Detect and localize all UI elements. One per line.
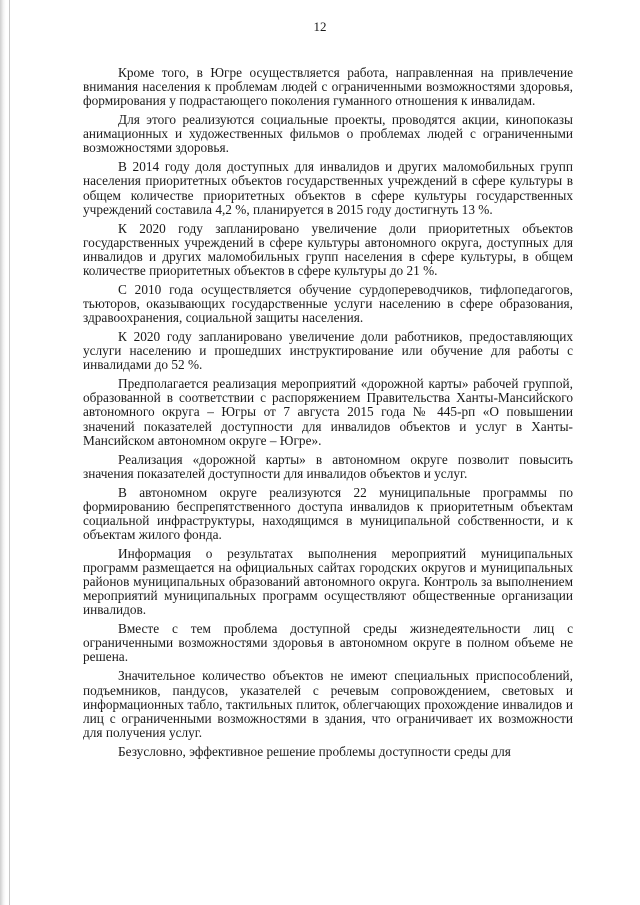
paragraph-8: Реализация «дорожной карты» в автономном округе позволит повысить значения показателей доступности для инвалидов объектов и услуг. bbox=[83, 451, 573, 481]
paragraph-10: Информация о результатах выполнения мероприятий муниципальных программ размещается на официальных сайтах городских округов и муниципальных районов муниципальных образований автономного округа. Контроль за выполнением мероприятий муниципальных программ осуществляют общественные организации инвалидов. bbox=[83, 545, 573, 618]
paragraph-12: Значительное количество объектов не имеют специальных приспособлений, подъемников, пандусов, указателей с речевым сопровождением, световых и информационных табло, тактильных плиток, облегчающих прохождение инвалидов и лиц с ограниченными возможностями в здания, что ограничивает их возможности для получения услуг. bbox=[83, 668, 573, 740]
paragraph-9: В автономном округе реализуются 22 муниципальные программы по формированию беспрепятственного доступа инвалидов к приоритетным объектам социальной инфраструктуры, находящимся в муниципальной собственности, и к объектам жилого фонда. bbox=[83, 484, 573, 542]
paragraph-11: Вместе с тем проблема доступной среды жизнедеятельности лиц с ограниченными возможностями здоровья в автономном округе в полном объеме не решена. bbox=[83, 621, 573, 665]
paragraph-6: К 2020 году запланировано увеличение доли работников, предоставляющих услуги населению и прошедших инструктирование или обучение для работы с инвалидами до 52 %. bbox=[83, 329, 573, 373]
paragraph-2: Для этого реализуются социальные проекты, проводятся акции, кинопоказы анимационных и художественных фильмов о проблемах людей с ограниченными возможностями здоровья. bbox=[83, 112, 573, 156]
paragraph-1: Кроме того, в Югре осуществляется работа, направленная на привлечение внимания населения к проблемам людей с ограниченными возможностями здоровья, формирования у подрастающего поколения гуманного отношения к инвалидам. bbox=[83, 65, 573, 109]
paragraph-5: С 2010 года осуществляется обучение сурдопереводчиков, тифлопедагогов, тьюторов, оказывающих государственные услуги населению в сфере образования, здравоохранения, социальной защиты населения. bbox=[83, 281, 573, 326]
paragraph-7: Предполагается реализация мероприятий «дорожной карты» рабочей группой, образованной в соответствии с распоряжением Правительства Ханты-Мансийского автономного округа – Югры от 7 августа 2015 года № 445-рп «О повышении значений показателей доступности для инвалидов объектов и услуг в Ханты-Мансийском автономном округе – Югре». bbox=[83, 376, 573, 448]
scan-binding-line bbox=[9, 0, 10, 905]
paragraph-4: К 2020 году запланировано увеличение доли приоритетных объектов государственных учреждений в сфере культуры автономного округа, доступных для инвалидов и других маломобильных групп населения в сфере культуры, в общем количестве приоритетных объектов в сфере культуры до 21 %. bbox=[83, 220, 573, 278]
scan-shadow-edge bbox=[0, 0, 6, 905]
paragraph-3: В 2014 году доля доступных для инвалидов и других маломобильных групп населения приоритетных объектов государственных учреждений в сфере культуры в общем количестве приоритетных объектов в сфере культуры государственных учреждений составила 4,2 %, планируется в 2015 году достигнуть 13 %. bbox=[83, 159, 573, 217]
document-body bbox=[83, 66, 573, 759]
paragraph-13: Безусловно, эффективное решение проблемы доступности среды для bbox=[118, 743, 511, 759]
page-number: 12 bbox=[313, 19, 327, 34]
